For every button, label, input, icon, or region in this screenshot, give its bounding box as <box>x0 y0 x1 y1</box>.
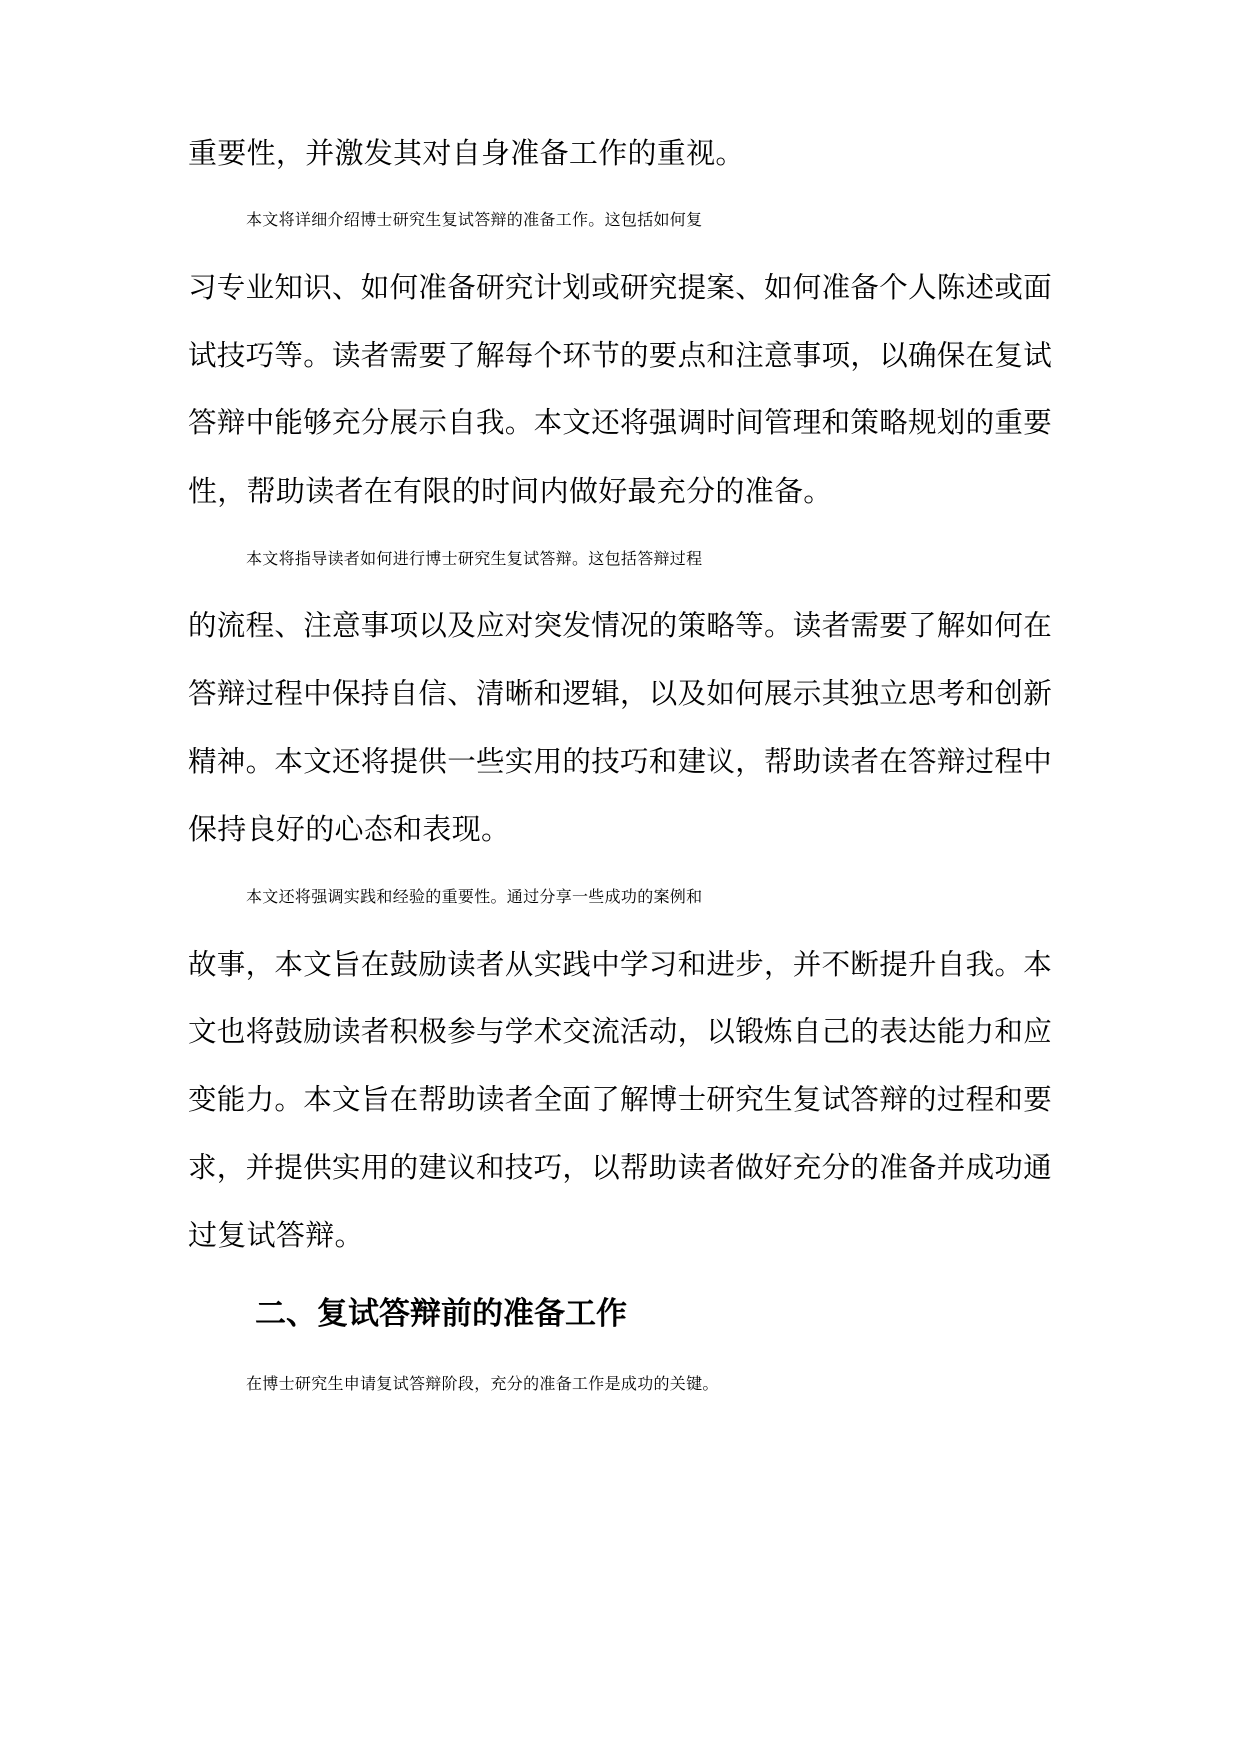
paragraph-line: 求，并提供实用的建议和技巧，以帮助读者做好充分的准备并成功通 <box>188 1151 1053 1184</box>
paragraph-line: 的流程、注意事项以及应对突发情况的策略等。读者需要了解如何在 <box>188 609 1053 642</box>
paragraph-line: 习专业知识、如何准备研究计划或研究提案、如何准备个人陈述或面 <box>188 271 1053 304</box>
paragraph-line: 在博士研究生申请复试答辩阶段，充分的准备工作是成功的关键。 <box>246 1374 719 1393</box>
paragraph-line: 文也将鼓励读者积极参与学术交流活动，以锻炼自己的表达能力和应 <box>188 1015 1053 1048</box>
paragraph-line: 本文将指导读者如何进行博士研究生复试答辩。这包括答辩过程 <box>246 549 703 568</box>
paragraph-line: 重要性，并激发其对自身准备工作的重视。 <box>188 136 745 170</box>
paragraph-line: 答辩中能够充分展示自我。本文还将强调时间管理和策略规划的重要 <box>188 406 1053 439</box>
section-heading: 二、复试答辩前的准备工作 <box>255 1296 627 1332</box>
paragraph-line: 精神。本文还将提供一些实用的技巧和建议，帮助读者在答辩过程中 <box>188 745 1053 778</box>
paragraph-line: 答辩过程中保持自信、清晰和逻辑，以及如何展示其独立思考和创新 <box>188 677 1053 710</box>
paragraph-line: 本文还将强调实践和经验的重要性。通过分享一些成功的案例和 <box>246 887 703 906</box>
paragraph-line: 性，帮助读者在有限的时间内做好最充分的准备。 <box>188 474 833 508</box>
paragraph-line: 保持良好的心态和表现。 <box>188 812 511 846</box>
paragraph-line: 变能力。本文旨在帮助读者全面了解博士研究生复试答辩的过程和要 <box>188 1083 1053 1116</box>
paragraph-line: 本文将详细介绍博士研究生复试答辩的准备工作。这包括如何复 <box>246 210 703 229</box>
paragraph-line: 故事，本文旨在鼓励读者从实践中学习和进步，并不断提升自我。本 <box>188 948 1053 981</box>
paragraph-line: 试技巧等。读者需要了解每个环节的要点和注意事项，以确保在复试 <box>188 339 1053 372</box>
paragraph-line: 过复试答辩。 <box>188 1218 364 1252</box>
